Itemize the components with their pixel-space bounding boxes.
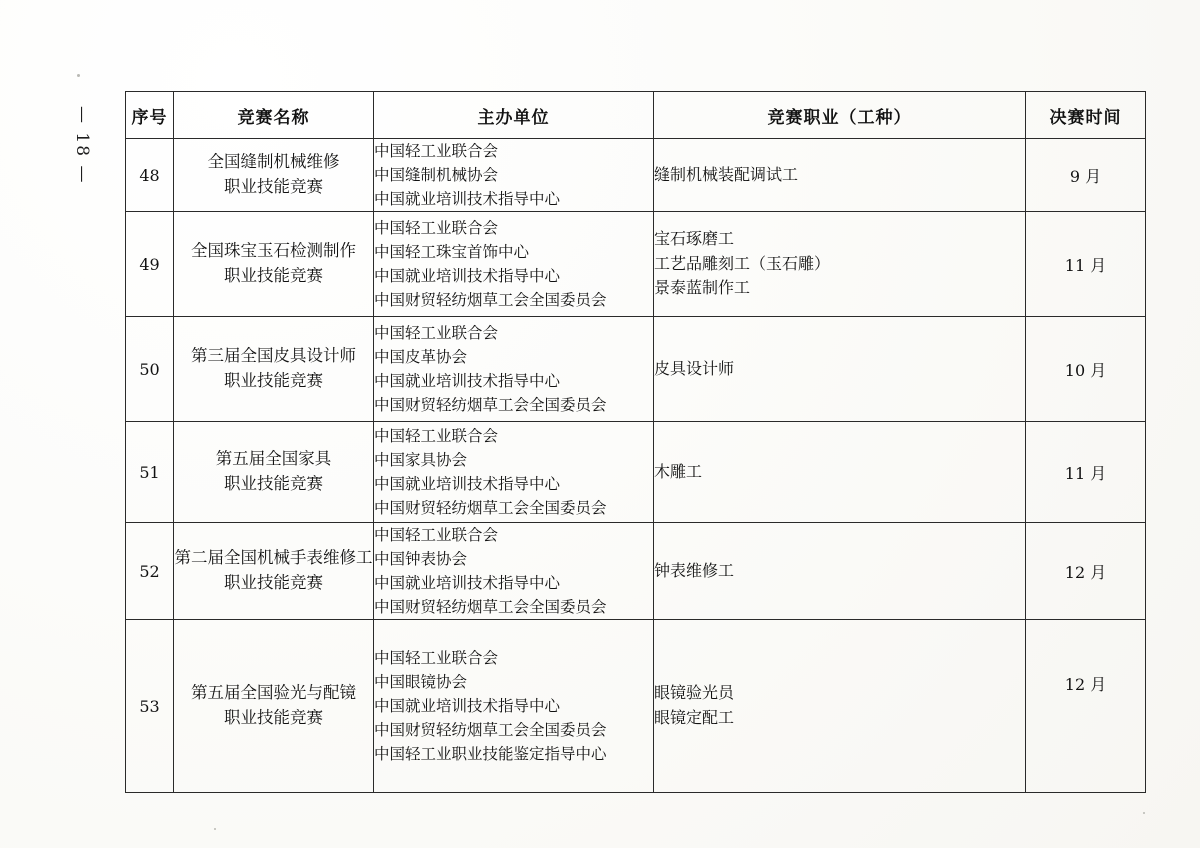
row-organizers: 中国轻工业联合会 中国眼镜协会 中国就业培训技术指导中心 中国财贸轻纺烟草工会全国委员会 中国轻工业职业技能鉴定指导中心 <box>374 620 654 793</box>
row-occupations: 皮具设计师 <box>654 317 1026 422</box>
scan-speck <box>214 828 216 830</box>
scan-speck <box>1143 812 1145 814</box>
table-header-row <box>126 92 1146 139</box>
table-row <box>126 212 1146 317</box>
row-organizers: 中国轻工业联合会 中国钟表协会 中国就业培训技术指导中心 中国财贸轻纺烟草工会全国委员会 <box>374 523 654 620</box>
row-index: 53 <box>126 620 174 793</box>
row-index: 52 <box>126 523 174 620</box>
table-row <box>126 422 1146 523</box>
row-final-date: 9 月 <box>1026 139 1146 212</box>
row-final-date: 12 月 <box>1026 523 1146 620</box>
row-organizers: 中国轻工业联合会 中国家具协会 中国就业培训技术指导中心 中国财贸轻纺烟草工会全国委员会 <box>374 422 654 523</box>
row-organizers: 中国轻工业联合会 中国轻工珠宝首饰中心 中国就业培训技术指导中心 中国财贸轻纺烟草工会全国委员会 <box>374 212 654 317</box>
table-row <box>126 139 1146 212</box>
row-organizers: 中国轻工业联合会 中国皮革协会 中国就业培训技术指导中心 中国财贸轻纺烟草工会全国委员会 <box>374 317 654 422</box>
row-competition-name: 第五届全国家具 职业技能竞赛 <box>174 422 374 523</box>
row-final-date: 10 月 <box>1026 317 1146 422</box>
column-header-organizer: 主办单位 <box>374 92 654 139</box>
column-header-date: 决赛时间 <box>1026 92 1146 139</box>
row-final-date: 12 月 <box>1026 620 1146 793</box>
row-occupations: 钟表维修工 <box>654 523 1026 620</box>
table-row <box>126 523 1146 620</box>
competition-table <box>125 91 1146 793</box>
row-competition-name: 第五届全国验光与配镜 职业技能竞赛 <box>174 620 374 793</box>
row-occupations: 木雕工 <box>654 422 1026 523</box>
column-header-name: 竞赛名称 <box>174 92 374 139</box>
column-header-index: 序号 <box>126 92 174 139</box>
row-occupations: 眼镜验光员 眼镜定配工 <box>654 620 1026 793</box>
row-index: 49 <box>126 212 174 317</box>
row-competition-name: 第二届全国机械手表维修工 职业技能竞赛 <box>174 523 374 620</box>
page-number-marker: — 18 — <box>72 105 92 185</box>
row-organizers: 中国轻工业联合会 中国缝制机械协会 中国就业培训技术指导中心 <box>374 139 654 212</box>
row-index: 50 <box>126 317 174 422</box>
row-competition-name: 全国珠宝玉石检测制作 职业技能竞赛 <box>174 212 374 317</box>
row-final-date: 11 月 <box>1026 212 1146 317</box>
row-occupations: 宝石琢磨工 工艺品雕刻工（玉石雕） 景泰蓝制作工 <box>654 212 1026 317</box>
scan-speck <box>77 74 80 77</box>
row-competition-name: 第三届全国皮具设计师 职业技能竞赛 <box>174 317 374 422</box>
table-row <box>126 620 1146 793</box>
row-final-date: 11 月 <box>1026 422 1146 523</box>
row-index: 51 <box>126 422 174 523</box>
row-occupations: 缝制机械装配调试工 <box>654 139 1026 212</box>
table-row <box>126 317 1146 422</box>
column-header-occupation: 竞赛职业（工种） <box>654 92 1026 139</box>
row-competition-name: 全国缝制机械维修 职业技能竞赛 <box>174 139 374 212</box>
row-index: 48 <box>126 139 174 212</box>
